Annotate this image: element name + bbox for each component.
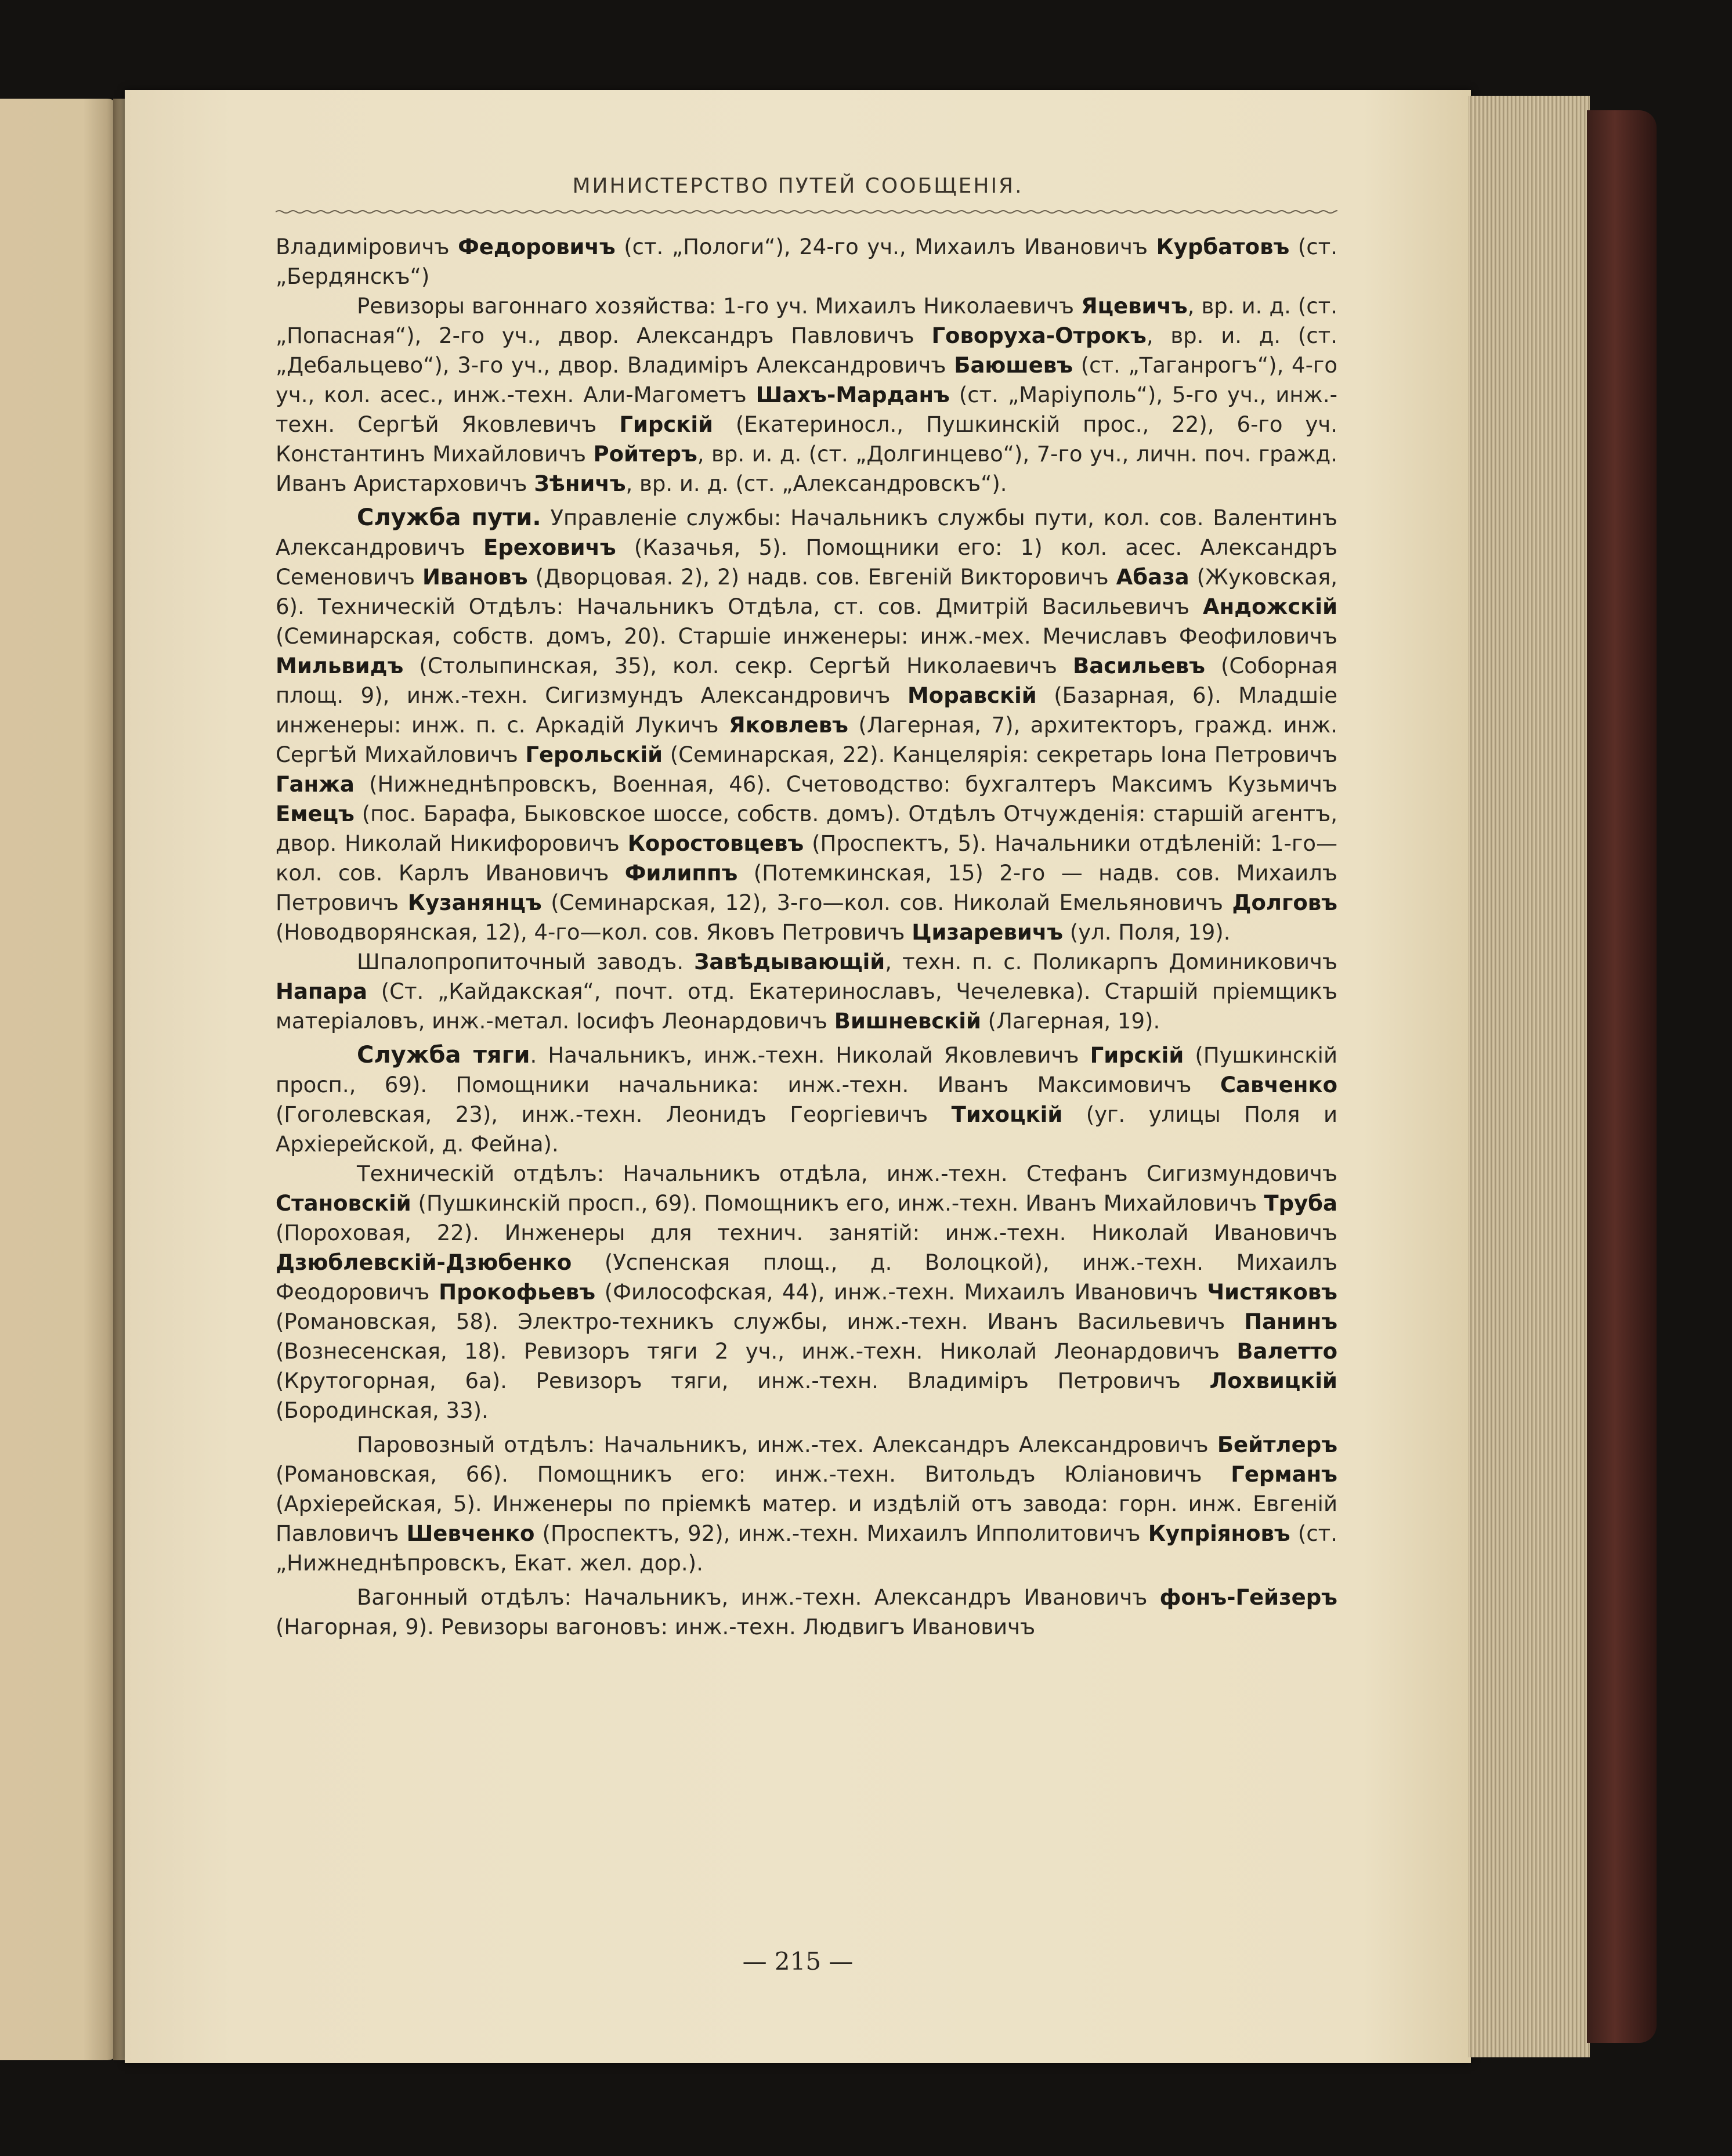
surname: Гирскій (619, 412, 713, 437)
surname: фонъ-Гейзеръ (1159, 1585, 1337, 1610)
text-run: . Начальникъ, инж.-техн. Николай Яковлевичъ (530, 1043, 1090, 1068)
surname: Гирскій (1090, 1043, 1184, 1068)
wavy-rule (276, 209, 1337, 215)
page-number: — 215 — (742, 1947, 854, 1976)
surname: Герольскій (525, 742, 663, 767)
text-run: (Лагерная, 7), архитекторъ, гражд. инж. Сергѣй Михайловичъ (276, 713, 1337, 767)
text-run: (Успенская площ., д. Волоцкой), инж.-техн. Михаилъ Феодоровичъ (276, 1250, 1337, 1305)
running-head: МИНИСТЕРСТВО ПУТЕЙ СООБЩЕНІЯ. (572, 174, 1024, 198)
surname: Панинъ (1244, 1309, 1337, 1334)
text-run: (ст. „Таганрогъ“), 4-го уч., кол. асес., инж.-техн. Али-Магометъ (276, 353, 1337, 407)
text-run: (Казачья, 5). Помощники его: 1) кол. асес. Александръ Семеновичъ (276, 535, 1337, 590)
body-text (276, 232, 1337, 1642)
section-heading: Служба тяги (357, 1042, 530, 1068)
surname: Коростовцевъ (627, 831, 804, 856)
surname: Долговъ (1232, 890, 1337, 915)
text-run: Вагонный отдѣлъ: Начальникъ, инж.-техн. Александръ Ивановичъ (357, 1585, 1160, 1610)
surname: Бейтлеръ (1217, 1432, 1337, 1457)
surname: Ивановъ (422, 565, 528, 590)
text-run: (Ст. „Кайдакская“, почт. отд. Екатеринославъ, Чечелевка). Старшій пріемщикъ матеріаловъ, инж.-метал. Іосифъ Леонардовичъ (276, 979, 1337, 1034)
text-run: (Столыпинская, 35), кол. секр. Сергѣй Николаевичъ (403, 653, 1073, 678)
surname: Вишневскій (834, 1009, 981, 1034)
text-run: (Базарная, 6). Младшіе инженеры: инж. п. с. Аркадій Лукичъ (276, 683, 1337, 738)
text-run: Паровозный отдѣлъ: Начальникъ, инж.-тех. Александръ Александровичъ (357, 1432, 1217, 1457)
text-run: Ревизоры вагоннаго хозяйства: 1-го уч. Михаилъ Николаевичъ (357, 294, 1082, 319)
paragraph (276, 503, 1337, 947)
text-run: (Новодворянская, 12), 4-го—кол. сов. Яковъ Петровичъ (276, 920, 912, 945)
text-run: (Пушкинскій просп., 69). Помощники начальника: инж.-техн. Иванъ Максимовичъ (276, 1043, 1338, 1097)
text-run: (Пушкинскій просп., 69). Помощникъ его, инж.-техн. Иванъ Михайловичъ (411, 1191, 1264, 1216)
surname: Цизаревичъ (912, 920, 1064, 945)
text-run: (Крутогорная, 6а). Ревизоръ тяги, инж.-техн. Владиміръ Петровичъ (276, 1368, 1210, 1393)
surname: Ройтеръ (593, 442, 697, 467)
text-run: (ст. „Пологи“), 24-го уч., Михаилъ Ивановичъ (615, 234, 1156, 259)
text-run: (Лагерная, 19). (981, 1009, 1160, 1034)
text-run: (ст. „Маріуполь“), 5-го уч., инж.-техн. Сергѣй Яковлевичъ (276, 382, 1337, 437)
text-run: (Екатериносл., Пушкинскій прос., 22), 6-го уч. Константинъ Михайловичъ (276, 412, 1337, 467)
surname: Германъ (1231, 1462, 1337, 1487)
surname: Андожскій (1203, 594, 1337, 619)
text-run: (Семинарская, 12), 3-го—кол. сов. Николай Емельяновичъ (541, 890, 1232, 915)
text-run: (Бородинская, 33). (276, 1398, 489, 1423)
surname: Чистяковъ (1207, 1280, 1337, 1305)
surname: Дзюблевскій-Дзюбенко (276, 1250, 572, 1275)
surname: Моравскій (907, 683, 1037, 708)
text-run: (Потемкинская, 15) 2-го — надв. сов. Михаилъ Петровичъ (276, 861, 1337, 915)
surname: Яцевичъ (1081, 294, 1188, 319)
text-run: (Семинарская, собств. домъ, 20). Старшіе инженеры: инж.-мех. Мечиславъ Феофиловичъ (276, 624, 1337, 649)
text-run: (пос. Барафа, Быковское шоссе, собств. домъ). Отдѣлъ Отчужденія: старшій агентъ, двор. Николай Никифоровичъ (276, 801, 1337, 856)
surname: Шахъ-Марданъ (755, 382, 950, 407)
text-run: Владиміровичъ (276, 234, 458, 259)
paragraph (276, 1583, 1337, 1642)
surname: Труба (1264, 1191, 1337, 1216)
text-run: (ст. „Бердянскъ“) (276, 234, 1337, 289)
text-run: Техническій отдѣлъ: Начальникъ отдѣла, инж.-техн. Стефанъ Сигизмундовичъ (357, 1161, 1337, 1186)
text-run: (Пороховая, 22). Инженеры для технич. занятій: инж.-техн. Николай Ивановичъ (276, 1220, 1337, 1245)
surname: Яковлевъ (729, 713, 848, 738)
surname: Мильвидъ (276, 653, 404, 678)
text-run: , техн. п. с. Поликарпъ Доминиковичъ (885, 949, 1337, 974)
text-run: (Соборная площ. 9), инж.-техн. Сигизмундъ Александровичъ (276, 653, 1337, 708)
surname: Завѣдывающій (694, 949, 885, 974)
text-run: , вр. и. д. (ст. „Попасная“), 2-го уч., двор. Александръ Павловичъ (276, 294, 1337, 348)
surname: Ереховичъ (483, 535, 616, 560)
left-page-edge (0, 99, 119, 2060)
text-run: , вр. и. д. (ст. „Александровскъ“). (625, 471, 1007, 496)
text-run: (Философская, 44), инж.-техн. Михаилъ Ивановичъ (595, 1280, 1207, 1305)
text-run: Управленіе службы: Начальникъ службы пути, кол. сов. Валентинъ Александровичъ (276, 505, 1338, 560)
text-run: (Дворцовая. 2), 2) надв. сов. Евгеній Викторовичъ (527, 565, 1116, 590)
surname: Говоруха-Отрокъ (931, 323, 1147, 348)
text-run: (Нижнеднѣпровскъ, Военная, 46). Счетоводство: бухгалтеръ Максимъ Кузьмичъ (354, 772, 1337, 797)
text-run: (Архіерейская, 5). Инженеры по пріемкѣ матер. и издѣлій отъ завода: горн. инж. Евгеній Павловичъ (276, 1491, 1337, 1546)
section-heading: Служба пути. (357, 504, 541, 531)
surname: Напара (276, 979, 367, 1004)
paragraph (276, 1159, 1337, 1425)
surname: Становскій (276, 1191, 411, 1216)
text-run: (Нагорная, 9). Ревизоры вагоновъ: инж.-техн. Людвигъ Ивановичъ (276, 1615, 1036, 1639)
surname: Ганжа (276, 772, 355, 797)
surname: Филиппъ (624, 861, 738, 886)
surname: Купріяновъ (1148, 1521, 1290, 1546)
text-run: (Жуковская, 6). Техническій Отдѣлъ: Начальникъ Отдѣла, ст. сов. Дмитрій Васильевичъ (276, 565, 1337, 619)
surname: Лохвицкій (1209, 1368, 1337, 1393)
text-run: Шпалопропиточный заводъ. (357, 949, 695, 974)
text-run: (Проспектъ, 5). Начальники отдѣленій: 1-го—кол. сов. Карлъ Ивановичъ (276, 831, 1337, 886)
surname: Емецъ (276, 801, 355, 826)
surname: Шевченко (406, 1521, 535, 1546)
text-run: (уг. улицы Поля и Архіерейской, д. Фейна). (276, 1102, 1337, 1157)
text-run: (Романовская, 58). Электро-техникъ службы, инж.-техн. Иванъ Васильевичъ (276, 1309, 1245, 1334)
text-run: (Вознесенская, 18). Ревизоръ тяги 2 уч., инж.-техн. Николай Леонардовичъ (276, 1339, 1237, 1364)
surname: Прокофьевъ (439, 1280, 595, 1305)
text-run: (ст. „Нижнеднѣпровскъ, Екат. жел. дор.). (276, 1521, 1337, 1576)
page-block-edges (1468, 96, 1590, 2057)
surname: Савченко (1220, 1072, 1337, 1097)
surname: Кузанянцъ (407, 890, 542, 915)
paragraph (276, 1041, 1337, 1159)
text-run: (Романовская, 66). Помощникъ его: инж.-техн. Витольдъ Юліановичъ (276, 1462, 1231, 1487)
paragraph (276, 291, 1337, 499)
text-run: , вр. и. д. (ст. „Долгинцево“), 7-го уч., личн. поч. гражд. Иванъ Аристарховичъ (276, 442, 1337, 496)
surname: Васильевъ (1073, 653, 1205, 678)
text-run: , вр. и. д. (ст. „Дебальцево“), 3-го уч., двор. Владиміръ Александровичъ (276, 323, 1337, 378)
paragraph (276, 1430, 1337, 1578)
text-run: (Семинарская, 22). Канцелярія: секретарь Іона Петровичъ (663, 742, 1337, 767)
surname: Абаза (1116, 565, 1189, 590)
surname: Баюшевъ (954, 353, 1073, 378)
book-cover-edge (1587, 110, 1657, 2043)
surname: Курбатовъ (1156, 234, 1290, 259)
text-run: (Гоголевская, 23), инж.-техн. Леонидъ Георгіевичъ (276, 1102, 952, 1127)
surname: Валетто (1236, 1339, 1337, 1364)
paragraph (276, 232, 1337, 291)
text-run: (Проспектъ, 92), инж.-техн. Михаилъ Ипполитовичъ (534, 1521, 1148, 1546)
surname: Зѣничъ (534, 471, 626, 496)
surname: Федоровичъ (458, 234, 616, 259)
surname: Тихоцкій (951, 1102, 1063, 1127)
paragraph (276, 947, 1337, 1036)
text-run: (ул. Поля, 19). (1063, 920, 1231, 945)
